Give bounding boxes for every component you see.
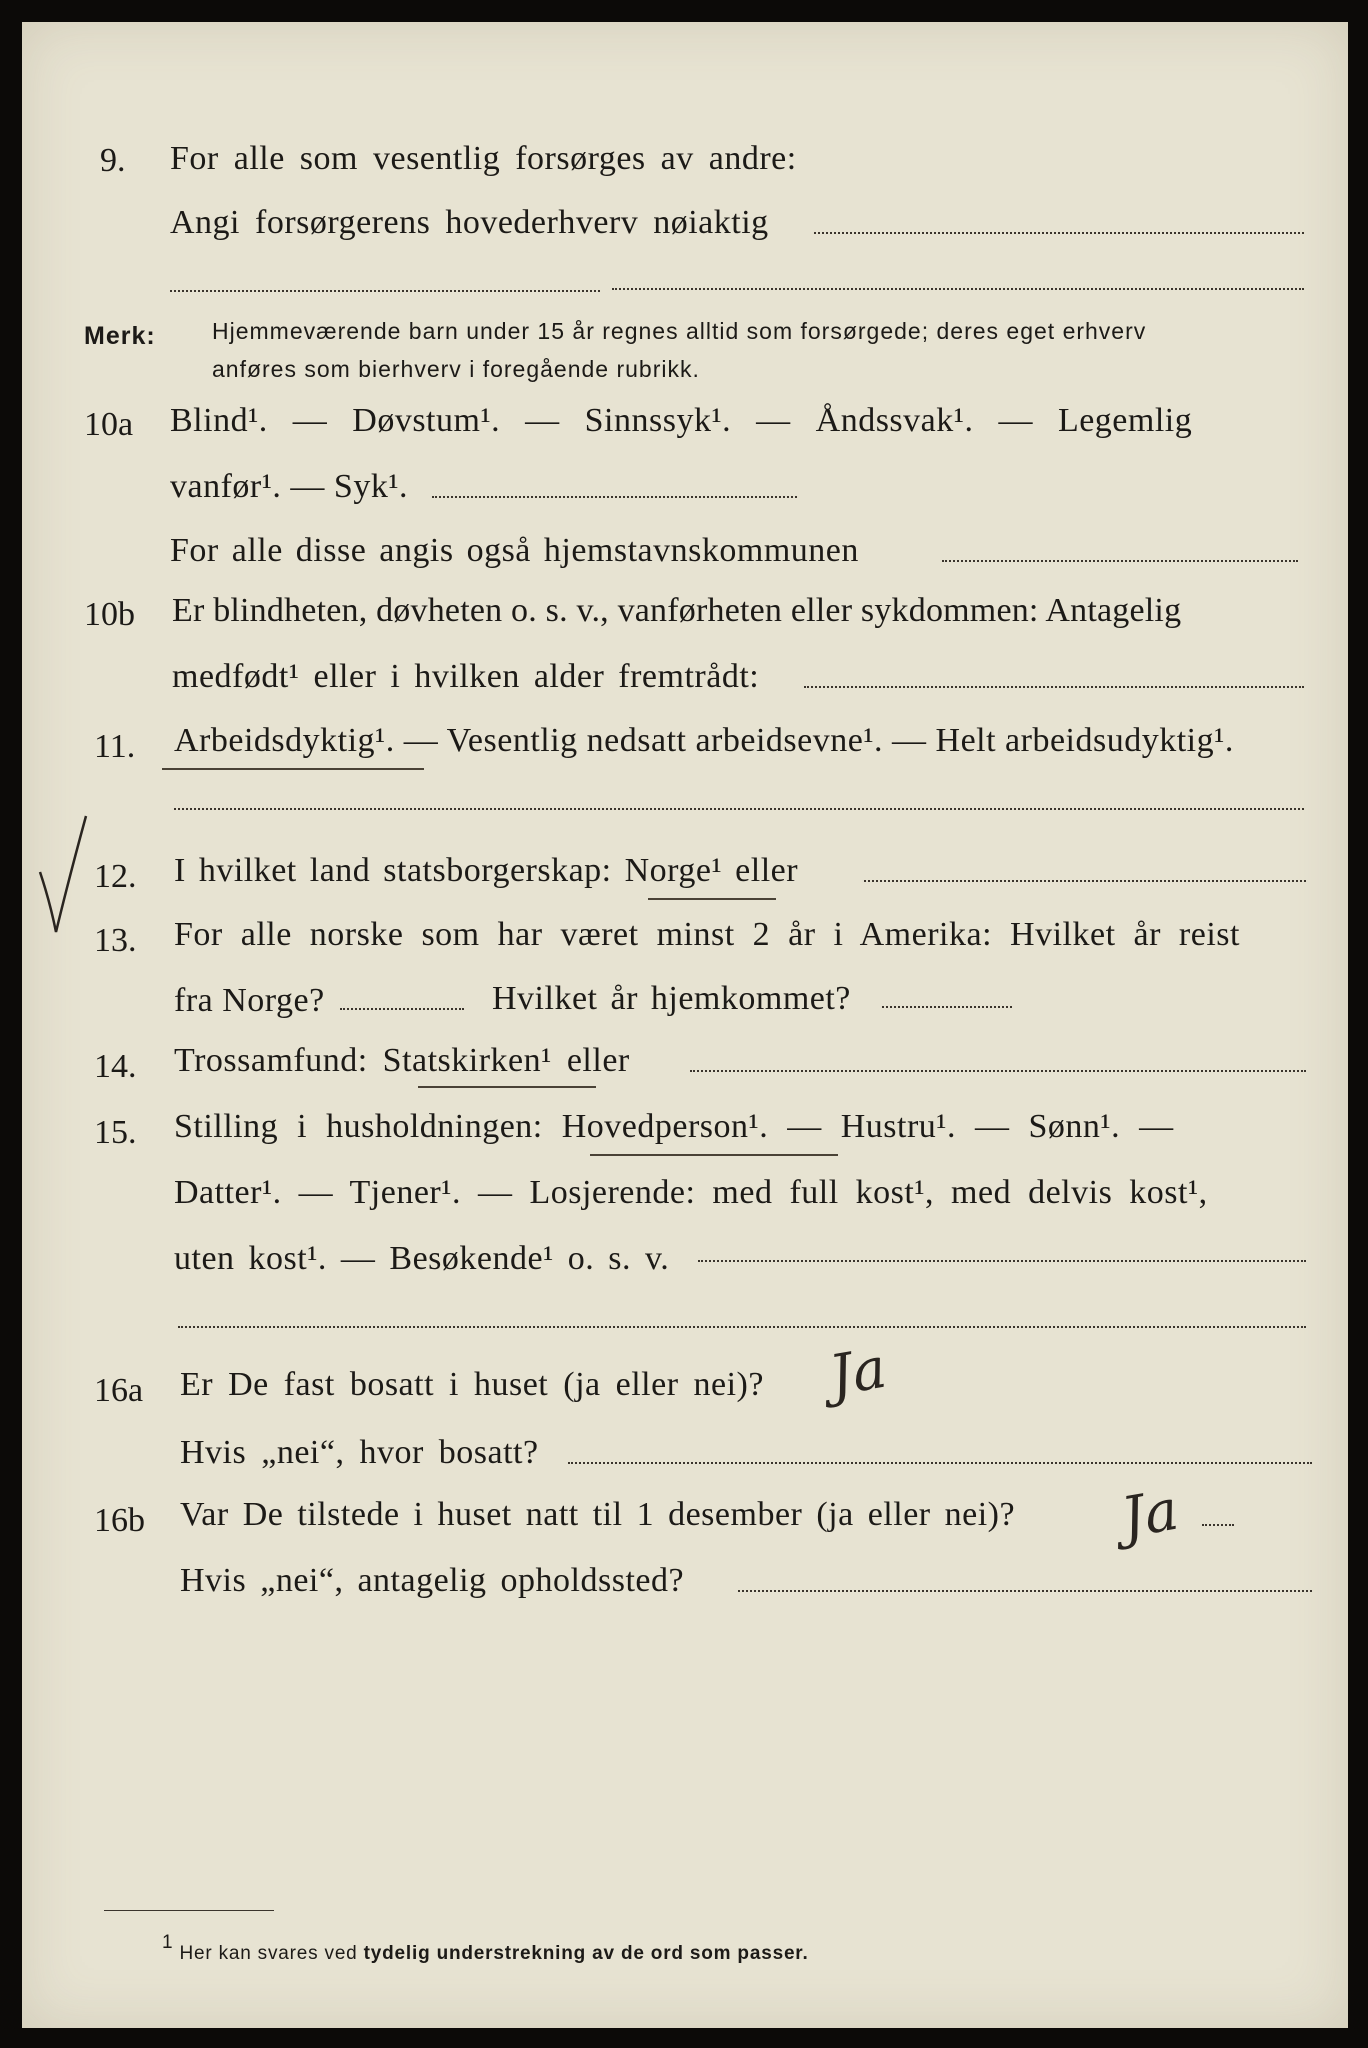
q13-number: 13. [94, 922, 137, 959]
q10a-syk-dots [432, 496, 797, 498]
q13-line1: For alle norske som har været minst 2 år i Amerika: Hvilket år reist [174, 916, 1240, 953]
q9-number: 9. [100, 142, 126, 179]
merk-label: Merk: [84, 322, 156, 350]
q10b-number: 10b [84, 596, 135, 633]
q16b-number: 16b [94, 1502, 145, 1539]
footnote-bold: tydelig understrekning av de ord som passer. [363, 1943, 809, 1964]
q15-number: 15. [94, 1114, 137, 1151]
q15-underline-hovedperson [590, 1154, 838, 1156]
q13-reist-dots [340, 1008, 464, 1010]
q10a-line2: vanfør¹. — Syk¹. [170, 468, 409, 505]
q16b-line1: Var De tilstede i huset natt til 1 desember (ja eller nei)? [180, 1496, 1016, 1533]
q12-number: 12. [94, 858, 137, 895]
footnote-plain: Her kan svares ved [179, 1943, 358, 1964]
q10a-hjemstavn-dots [942, 560, 1298, 562]
q16b-handwritten-answer: Ja [1116, 1477, 1184, 1552]
q13-line2b: Hvilket år hjemkommet? [492, 980, 851, 1017]
q10a-line3: For alle disse angis også hjemstavnskommunen [170, 532, 859, 569]
q14-number: 14. [94, 1048, 137, 1085]
q10a-number: 10a [84, 406, 134, 443]
q13-hjemkommet-dots [882, 1006, 1012, 1008]
q11-underline-arbeidsdyktig [162, 768, 424, 770]
q15-line2: Datter¹. — Tjener¹. — Losjerende: med full kost¹, med delvis kost¹, [174, 1174, 1208, 1211]
footnote-rule [104, 1910, 274, 1911]
q15-answer-dots-2 [178, 1326, 1306, 1328]
merk-line2: anføres som bierhverv i foregående rubrikk. [212, 356, 700, 382]
q14-answer-dots [690, 1070, 1306, 1072]
q12-answer-dots [864, 880, 1306, 882]
q16b-answer-dots [1202, 1524, 1234, 1526]
q9-answer-dots-3 [612, 288, 1304, 290]
merk-line1: Hjemmeværende barn under 15 år regnes alltid som forsørgede; deres eget erhverv [212, 318, 1147, 344]
q9-answer-dots [814, 232, 1304, 234]
q16a-line1: Er De fast bosatt i huset (ja eller nei)? [180, 1366, 764, 1403]
q11-line1: Arbeidsdyktig¹. — Vesentlig nedsatt arbeidsevne¹. — Helt arbeidsudyktig¹. [174, 722, 1234, 759]
q9-line1: For alle som vesentlig forsørges av andre: [170, 140, 797, 177]
q11-answer-dots [174, 808, 1304, 810]
q9-line2: Angi forsørgerens hovederhverv nøiaktig [170, 204, 769, 241]
footnote [162, 1932, 809, 1965]
q12-line1: I hvilket land statsborgerskap: Norge¹ eller [174, 852, 799, 889]
q14-underline-statskirken [418, 1086, 596, 1088]
q10b-line1: Er blindheten, døvheten o. s. v., vanførheten eller sykdommen: Antagelig [172, 592, 1182, 629]
footnote-marker: 1 [162, 1932, 174, 1953]
form-page [22, 22, 1348, 2028]
q10b-line2: medfødt¹ eller i hvilken alder fremtrådt: [172, 658, 760, 695]
q9-answer-dots-2 [170, 290, 600, 292]
q14-line1: Trossamfund: Statskirken¹ eller [174, 1042, 630, 1079]
q10b-alder-dots [804, 686, 1304, 688]
q16a-line2: Hvis „nei“, hvor bosatt? [180, 1434, 539, 1471]
check-mark-icon [34, 812, 94, 942]
q15-line3: uten kost¹. — Besøkende¹ o. s. v. [174, 1240, 670, 1277]
q10a-line1: Blind¹. — Døvstum¹. — Sinnssyk¹. — Åndssvak¹. — Legemlig [170, 402, 1193, 439]
q13-line2a: fra Norge? [174, 982, 325, 1019]
q15-answer-dots [698, 1260, 1306, 1262]
q16a-number: 16a [94, 1372, 144, 1409]
q16a-handwritten-answer: Ja [824, 1335, 892, 1410]
q15-line1: Stilling i husholdningen: Hovedperson¹. — Hustru¹. — Sønn¹. — [174, 1108, 1174, 1145]
q11-number: 11. [94, 728, 136, 765]
q16b-line2: Hvis „nei“, antagelig opholdssted? [180, 1562, 685, 1599]
q16b-opholdssted-dots [738, 1590, 1312, 1592]
q16a-answer-dots [568, 1462, 1312, 1464]
q12-underline-norge [648, 898, 776, 900]
